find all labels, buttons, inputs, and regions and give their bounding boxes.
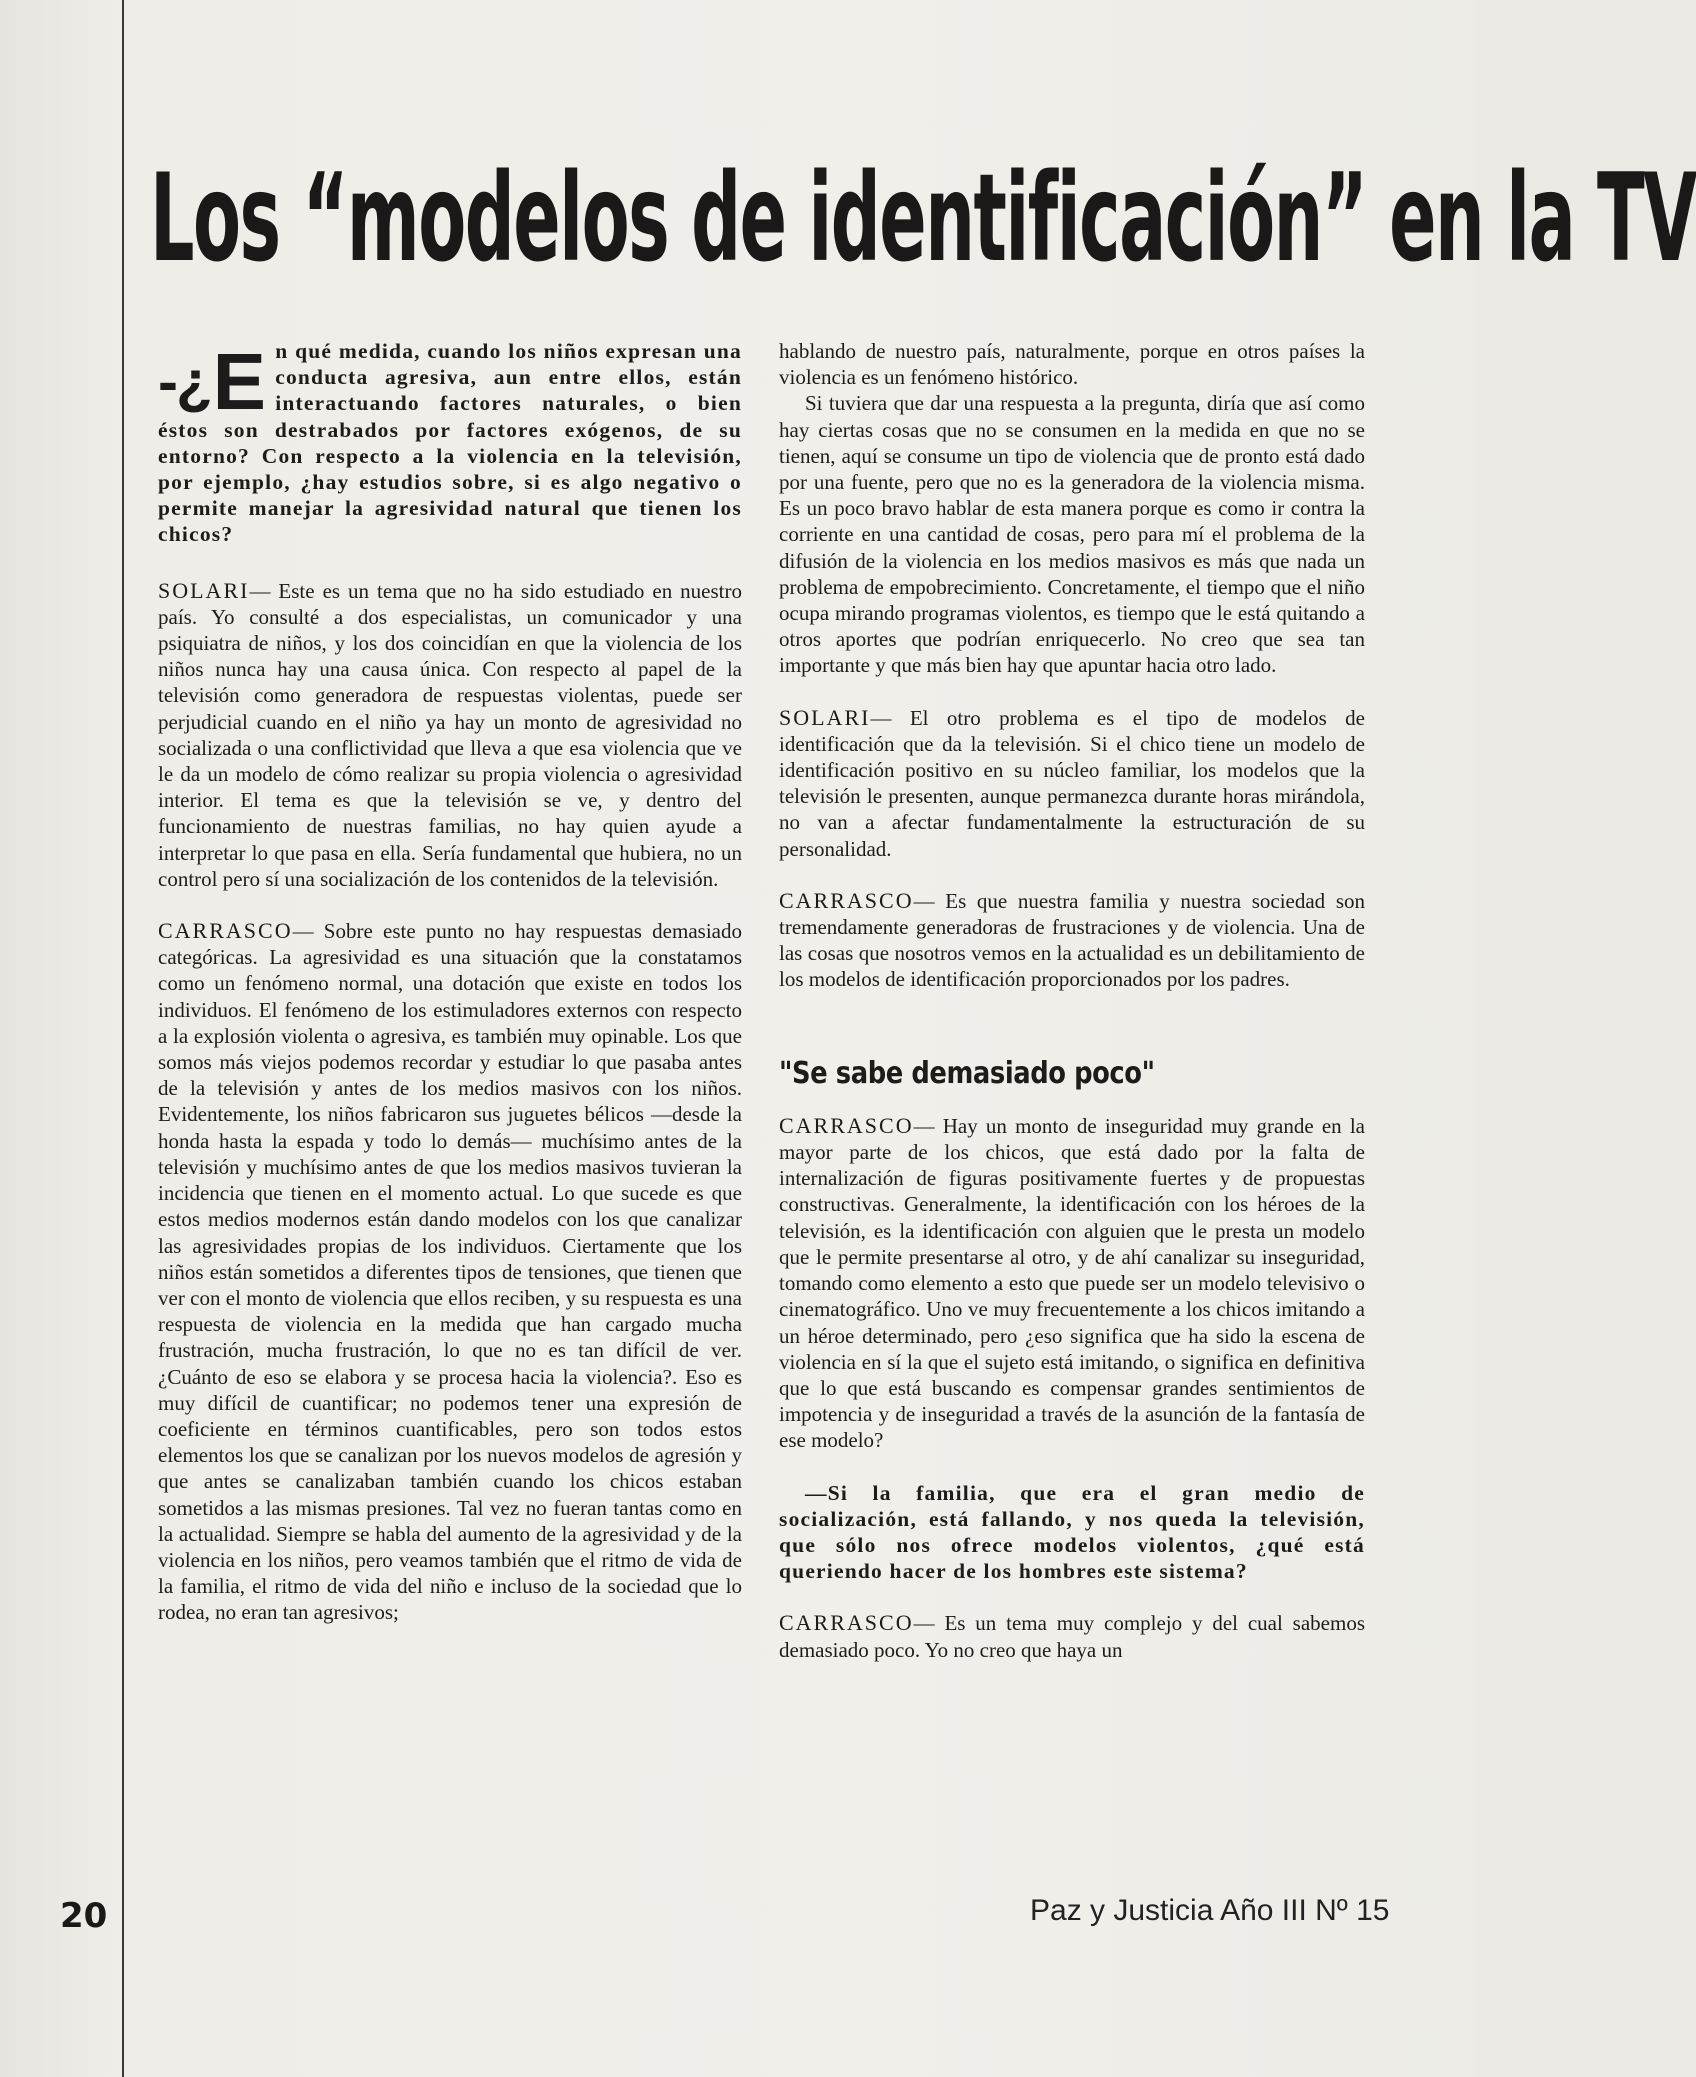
speaker-name: CARRASCO: [779, 887, 914, 913]
answer-text: — Es un tema muy complejo y del cual sabemos demasiado poco. Yo no creo que haya un: [779, 1611, 1365, 1662]
right-column: [779, 338, 1365, 1689]
page-number: 20: [60, 1896, 108, 1936]
left-column: [158, 338, 742, 1652]
speaker-name: CARRASCO: [158, 918, 293, 944]
carrasco-paragraph-2: Si tuviera que dar una respuesta a la pregunta, diría que así como hay ciertas cosas que no se consumen en la medida en que no se tienen, aquí se consume un tipo de violencia que de pronto está dado por una fuente, pero que no es la generadora de la violencia misma. Es un poco bravo hablar de esta manera porque es como ir contra la corriente en una cantidad de cosas, pero para mí el problema de la difusión de la violencia en los medios masivos es más que nada un problema de empobrecimiento. Concretamente, el tiempo que el niño ocupa mirando programas violentos, es tiempo que le está quitando a otros aportes que podrían enriquecerlo. No creo que sea tan importante y que más bien hay que apuntar hacia otro lado.: [779, 391, 1365, 678]
speaker-name: CARRASCO: [779, 1610, 914, 1636]
drop-cap-prefix: -¿: [158, 348, 211, 415]
solari-answer-1: [158, 578, 742, 892]
carrasco-answer-4: [779, 1610, 1365, 1662]
answer-text: — Este es un tema que no ha sido estudiado en nuestro país. Yo consulté a dos especialistas, un comunicador y una psiquiatra de niños, y los dos coincidían en que la violencia de los niños nunca hay una causa única. Con respecto al papel de la televisión como generadora de respuestas violentas, puede ser perjudicial cuando en el niño ya hay un monto de agresividad no socializada o una conflictividad que lleva a que esa violencia que ve le da un modelo de cómo realizar su propia violencia o agresividad interior. El tema es que la televisión se ve, y dentro del funcionamiento de nuestras familias, no hay quien ayude a interpretar lo que pasa en ella. Sería fundamental que hubiera, no un control pero sí una socialización de los contenidos de la televisión.: [158, 578, 742, 891]
carrasco-answer-3: [779, 1113, 1365, 1454]
interviewer-question-2: —Si la familia, que era el gran medio de socialización, está fallando, y nos queda la televisión, que sólo nos ofrece modelos violentos, ¿qué está queriendo hacer de los hombres este sistema?: [779, 1480, 1365, 1584]
section-subheading: "Se sabe demasiado poco": [779, 1055, 1155, 1091]
drop-cap-letter: E: [212, 337, 268, 426]
answer-text: — Sobre este punto no hay respuestas demasiado categóricas. La agresividad es una situación que la constatamos como un fenómeno normal, una dotación que existe en todos los individuos. El fenómeno de los estimuladores externos con respecto a la explosión violenta o agresiva, es también muy opinable. Los que somos más viejos podemos recordar y estudiar lo que pasaba antes de la televisión y antes de los medios masivos con los niños. Evidentemente, los niños fabricaron sus juguetes bélicos —desde la honda hasta la espada y todo lo demás— muchísimo antes de la televisión y muchísimo antes de que los medios masivos tuvieran la incidencia que tienen en el momento actual. Lo que sucede es que estos medios modernos están dando modelos con los que canalizar las agresividades propias de los individuos. Ciertamente que los niños están sometidos a diferentes tipos de tensiones, que tienen que ver con el monto de violencia que ellos reciben, y su respuesta es una respuesta de violencia en la medida que han cargado mucha frustración, mucha frustración, lo que no es tan difícil de ver. ¿Cuánto de eso se elabora y se procesa hacia la violencia?. Eso es muy difícil de cuantificar; no podemos tener una expresión de coeficiente en términos cuantificables, pero son todos estos elementos los que se canalizan por los nuevos modelos de agresión y que antes se canalizaban también cuando los chicos estaban sometidos a las mismas presiones. Tal vez no fueran tantas como en la actualidad. Siempre se habla del aumento de la agresividad y de la violencia en los niños, pero veamos también que el ritmo de vida de la familia, el ritmo de vida del niño e incluso de la sociedad que lo rodea, no eran tan agresivos;: [158, 919, 742, 1625]
margin-rule: [122, 0, 124, 2077]
page-title: Los “modelos de identificación” en la TV: [150, 148, 1696, 290]
speaker-name: SOLARI: [158, 577, 250, 603]
answer-text: — Es que nuestra familia y nuestra sociedad son tremendamente generadoras de frustraciones y de violencia. Una de las cosas que nosotros vemos en la actualidad es un debilitamiento de los modelos de identificación proporcionados por los padres.: [779, 888, 1365, 992]
footer-publication: Paz y Justicia Año III Nº 15: [1030, 1894, 1390, 1927]
drop-cap: [158, 337, 268, 426]
speaker-name: SOLARI: [779, 704, 871, 730]
carrasco-answer-1: [158, 918, 742, 1625]
answer-text: — El otro problema es el tipo de modelos de identificación que da la televisión. Si el chico tiene un modelo de identificación positivo en su núcleo familiar, los modelos que la televisión le presenten, aunque permanezca durante horas mirándola, no van a afectar fundamentalmente la estructuración de su personalidad.: [779, 705, 1365, 861]
intro-question-text: n qué medida, cuando los niños expresan una conducta agresiva, aun entre ellos, están interactuando factores naturales, o bien éstos son destrabados por factores exógenos, de su entorno? Con respecto a la violencia en la televisión, por ejemplo, ¿hay estudios sobre, si es algo negativo o permite manejar la agresividad natural que tienen los chicos?: [158, 339, 742, 547]
carrasco-answer-2: [779, 888, 1365, 993]
continuation-text: hablando de nuestro país, naturalmente, porque en otros países la violencia es un fenómeno histórico.: [779, 339, 1365, 390]
speaker-name: CARRASCO: [779, 1112, 914, 1138]
answer-text: — Hay un monto de inseguridad muy grande en la mayor parte de los chicos, que está dado por la falta de internalización de figuras positivamente fuertes y de propuestas constructivas. Generalmente, la identificación con los héroes de la televisión, es la identificación con alguien que le presta un modelo que le permite presentarse al otro, y de ahí canalizar su inseguridad, tomando como elemento a esto que puede ser un modelo televisivo o cinematográfico. Uno ve muy frecuentemente a los chicos imitando a un héroe determinado, pero ¿eso significa que ha sido la escena de violencia en sí la que el sujeto está imitando, o significa en definitiva que lo que está buscando es compensar grandes sentimientos de impotencia y de inseguridad a través de la asunción de la fantasía de ese modelo?: [779, 1113, 1365, 1453]
intro-question: [158, 338, 742, 548]
solari-answer-2: [779, 705, 1365, 862]
